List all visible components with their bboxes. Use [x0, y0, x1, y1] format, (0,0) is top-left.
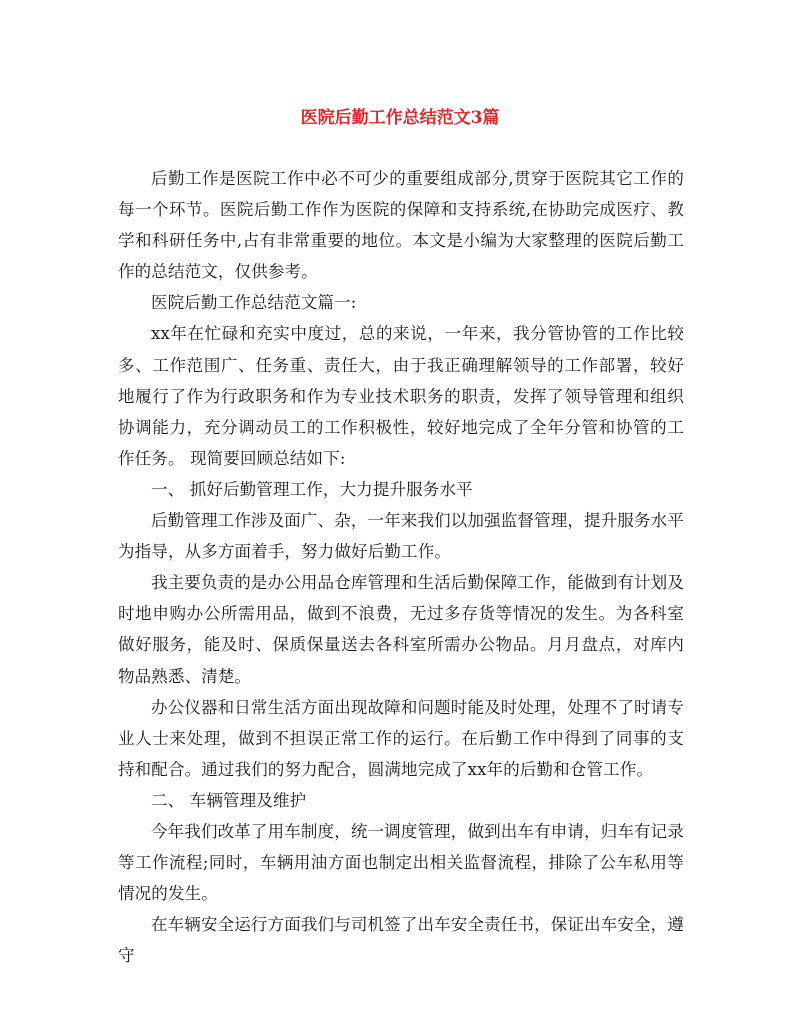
- paragraph-section-heading: 医院后勤工作总结范文篇一:: [151, 293, 357, 313]
- paragraph-logistics-management: 后勤管理工作涉及面广、杂，一年来我们以加强监督管理，提升服务水平为指导，从多方面着手，努力做好后勤工作。: [118, 511, 684, 562]
- paragraph-overview: xx年在忙碌和充实中度过，总的来说，一年来，我分管协管的工作比较多、工作范围广、任务重、责任大，由于我正确理解领导的工作部署，较好地履行了作为行政职务和作为专业技术职务的职责，发挥了领导管理和组织协调能力，充分调动员工的工作积极性，较好地完成了全年分管和协管的工作任务。 现简要回顾总结如下:: [118, 324, 684, 468]
- paragraph-warehouse: 我主要负责的是办公用品仓库管理和生活后勤保障工作，能做到有计划及时地申购办公所需用品，做到不浪费，无过多存货等情况的发生。为各科室做好服务，能及时、保质保量送去各科室所需办公物品。月月盘点，对库内物品熟悉、清楚。: [118, 573, 684, 686]
- paragraph-heading-one: 一、 抓好后勤管理工作，大力提升服务水平: [151, 479, 473, 499]
- paragraph-vehicle-safety: 在车辆安全运行方面我们与司机签了出车安全责任书，保证出车安全，遵守: [118, 915, 684, 966]
- paragraph-office-equipment: 办公仪器和日常生活方面出现故障和问题时能及时处理，处理不了时请专业人士来处理，做到不担误正常工作的运行。在后勤工作中得到了同事的支持和配合。通过我们的努力配合，圆满地完成了xx年的后勤和仓管工作。: [118, 697, 684, 779]
- document-body: [118, 163, 684, 971]
- paragraph-intro: 后勤工作是医院工作中必不可少的重要组成部分,贯穿于医院其它工作的每一个环节。医院后勤工作作为医院的保障和支持系统,在协助完成医疗、教学和科研任务中,占有非常重要的地位。本文是小编为大家整理的医院后勤工作的总结范文，仅供参考。: [118, 169, 684, 282]
- document-title: 医院后勤工作总结范文3篇: [300, 108, 500, 128]
- paragraph-vehicle-system: 今年我们改革了用车制度，统一调度管理，做到出车有申请，归车有记录等工作流程;同时，车辆用油方面也制定出相关监督流程，排除了公车私用等情况的发生。: [118, 821, 684, 904]
- paragraph-heading-two: 二、 车辆管理及维护: [151, 790, 307, 810]
